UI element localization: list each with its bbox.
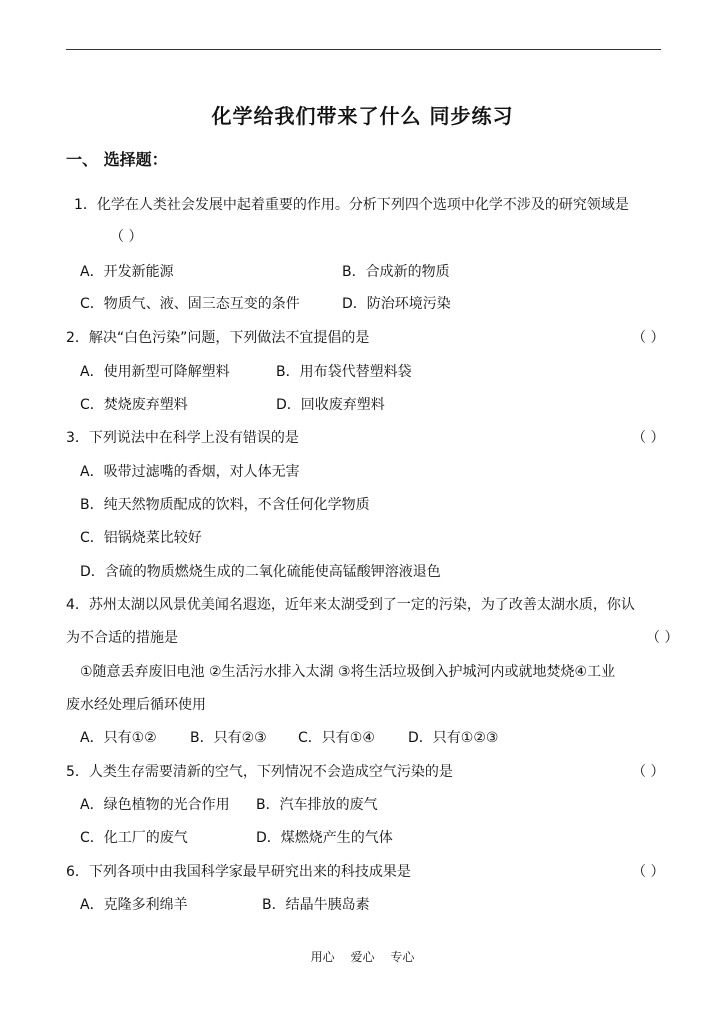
- question-3-option-c: C．铝锅烧菜比较好: [80, 530, 202, 546]
- page-footer: [0, 948, 725, 965]
- question-2-option-a: A．使用新型可降解塑料: [80, 364, 230, 380]
- question-3-option-b: B．纯天然物质配成的饮料，不含任何化学物质: [80, 497, 370, 513]
- question-4-stem: 4．苏州太湖以风景优美闻名遐迩，近年来太湖受到了一定的污染，为了改善太湖水质，你认: [66, 597, 635, 613]
- question-5-option-c: C．化工厂的废气: [80, 830, 188, 846]
- page-title: 化学给我们带来了什么 同步练习: [211, 104, 514, 128]
- question-5-stem: 5．人类生存需要清新的空气，下列情况不会造成空气污染的是: [66, 764, 453, 780]
- question-3-option-a: A．吸带过滤嘴的香烟，对人体无害: [80, 464, 300, 480]
- question-6-stem: 6．下列各项中由我国科学家最早研究出来的科技成果是: [66, 864, 411, 880]
- question-1-option-b: B．合成新的物质: [342, 264, 450, 280]
- section-heading: 一、 选择题：: [66, 150, 168, 169]
- question-4-option-b: B．只有②③: [190, 730, 267, 746]
- question-4-option-a: A．只有①②: [80, 730, 157, 746]
- question-1-option-a: A．开发新能源: [80, 264, 174, 280]
- question-5-option-a: A．绿色植物的光合作用: [80, 797, 230, 813]
- question-6-option-a: A．克隆多利绵羊: [80, 897, 188, 913]
- question-2-stem: 2．解决“白色污染”问题，下列做法不宜提倡的是: [66, 330, 370, 346]
- question-3-option-d: D．含硫的物质燃烧生成的二氧化硫能使高锰酸钾溶液退色: [80, 564, 441, 580]
- question-6-paren: （ ）: [632, 864, 665, 880]
- question-2-option-c: C．焚烧废弃塑料: [80, 397, 188, 413]
- question-3-paren: （ ）: [632, 430, 665, 446]
- question-1-option-d: D．防治环境污染: [342, 296, 451, 312]
- question-5-paren: （ ）: [632, 764, 665, 780]
- question-2-option-d: D．回收废弃塑料: [276, 397, 385, 413]
- question-6-option-b: B．结晶牛胰岛素: [262, 897, 370, 913]
- footer-word-2: 爱心: [350, 950, 375, 964]
- question-1-option-c: C．物质气、液、固三态互变的条件: [80, 296, 300, 312]
- question-1-paren: （ ）: [110, 229, 143, 245]
- footer-word-1: 用心: [310, 950, 335, 964]
- question-4-option-c: C．只有①④: [298, 730, 375, 746]
- question-4-option-d: D．只有①②③: [408, 730, 499, 746]
- footer-word-3: 专心: [390, 950, 415, 964]
- question-5-option-b: B．汽车排放的废气: [256, 797, 378, 813]
- question-3-stem: 3．下列说法中在科学上没有错误的是: [66, 430, 299, 446]
- question-4-items-cont: 废水经处理后循环使用: [66, 697, 206, 713]
- question-2-option-b: B．用布袋代替塑料袋: [276, 364, 412, 380]
- question-4-stem-cont: 为不合适的措施是: [66, 630, 178, 646]
- question-2-paren: （ ）: [632, 330, 665, 346]
- question-4-items: ①随意丢弃废旧电池 ②生活污水排入太湖 ③将生活垃圾倒入护城河内或就地焚烧④工业: [80, 664, 616, 680]
- question-1-stem: 1．化学在人类社会发展中起着重要的作用。分析下列四个选项中化学不涉及的研究领域是: [74, 197, 629, 213]
- question-5-option-d: D．煤燃烧产生的气体: [256, 830, 393, 846]
- question-4-paren: （ ）: [646, 630, 679, 646]
- header-rule: [66, 49, 661, 50]
